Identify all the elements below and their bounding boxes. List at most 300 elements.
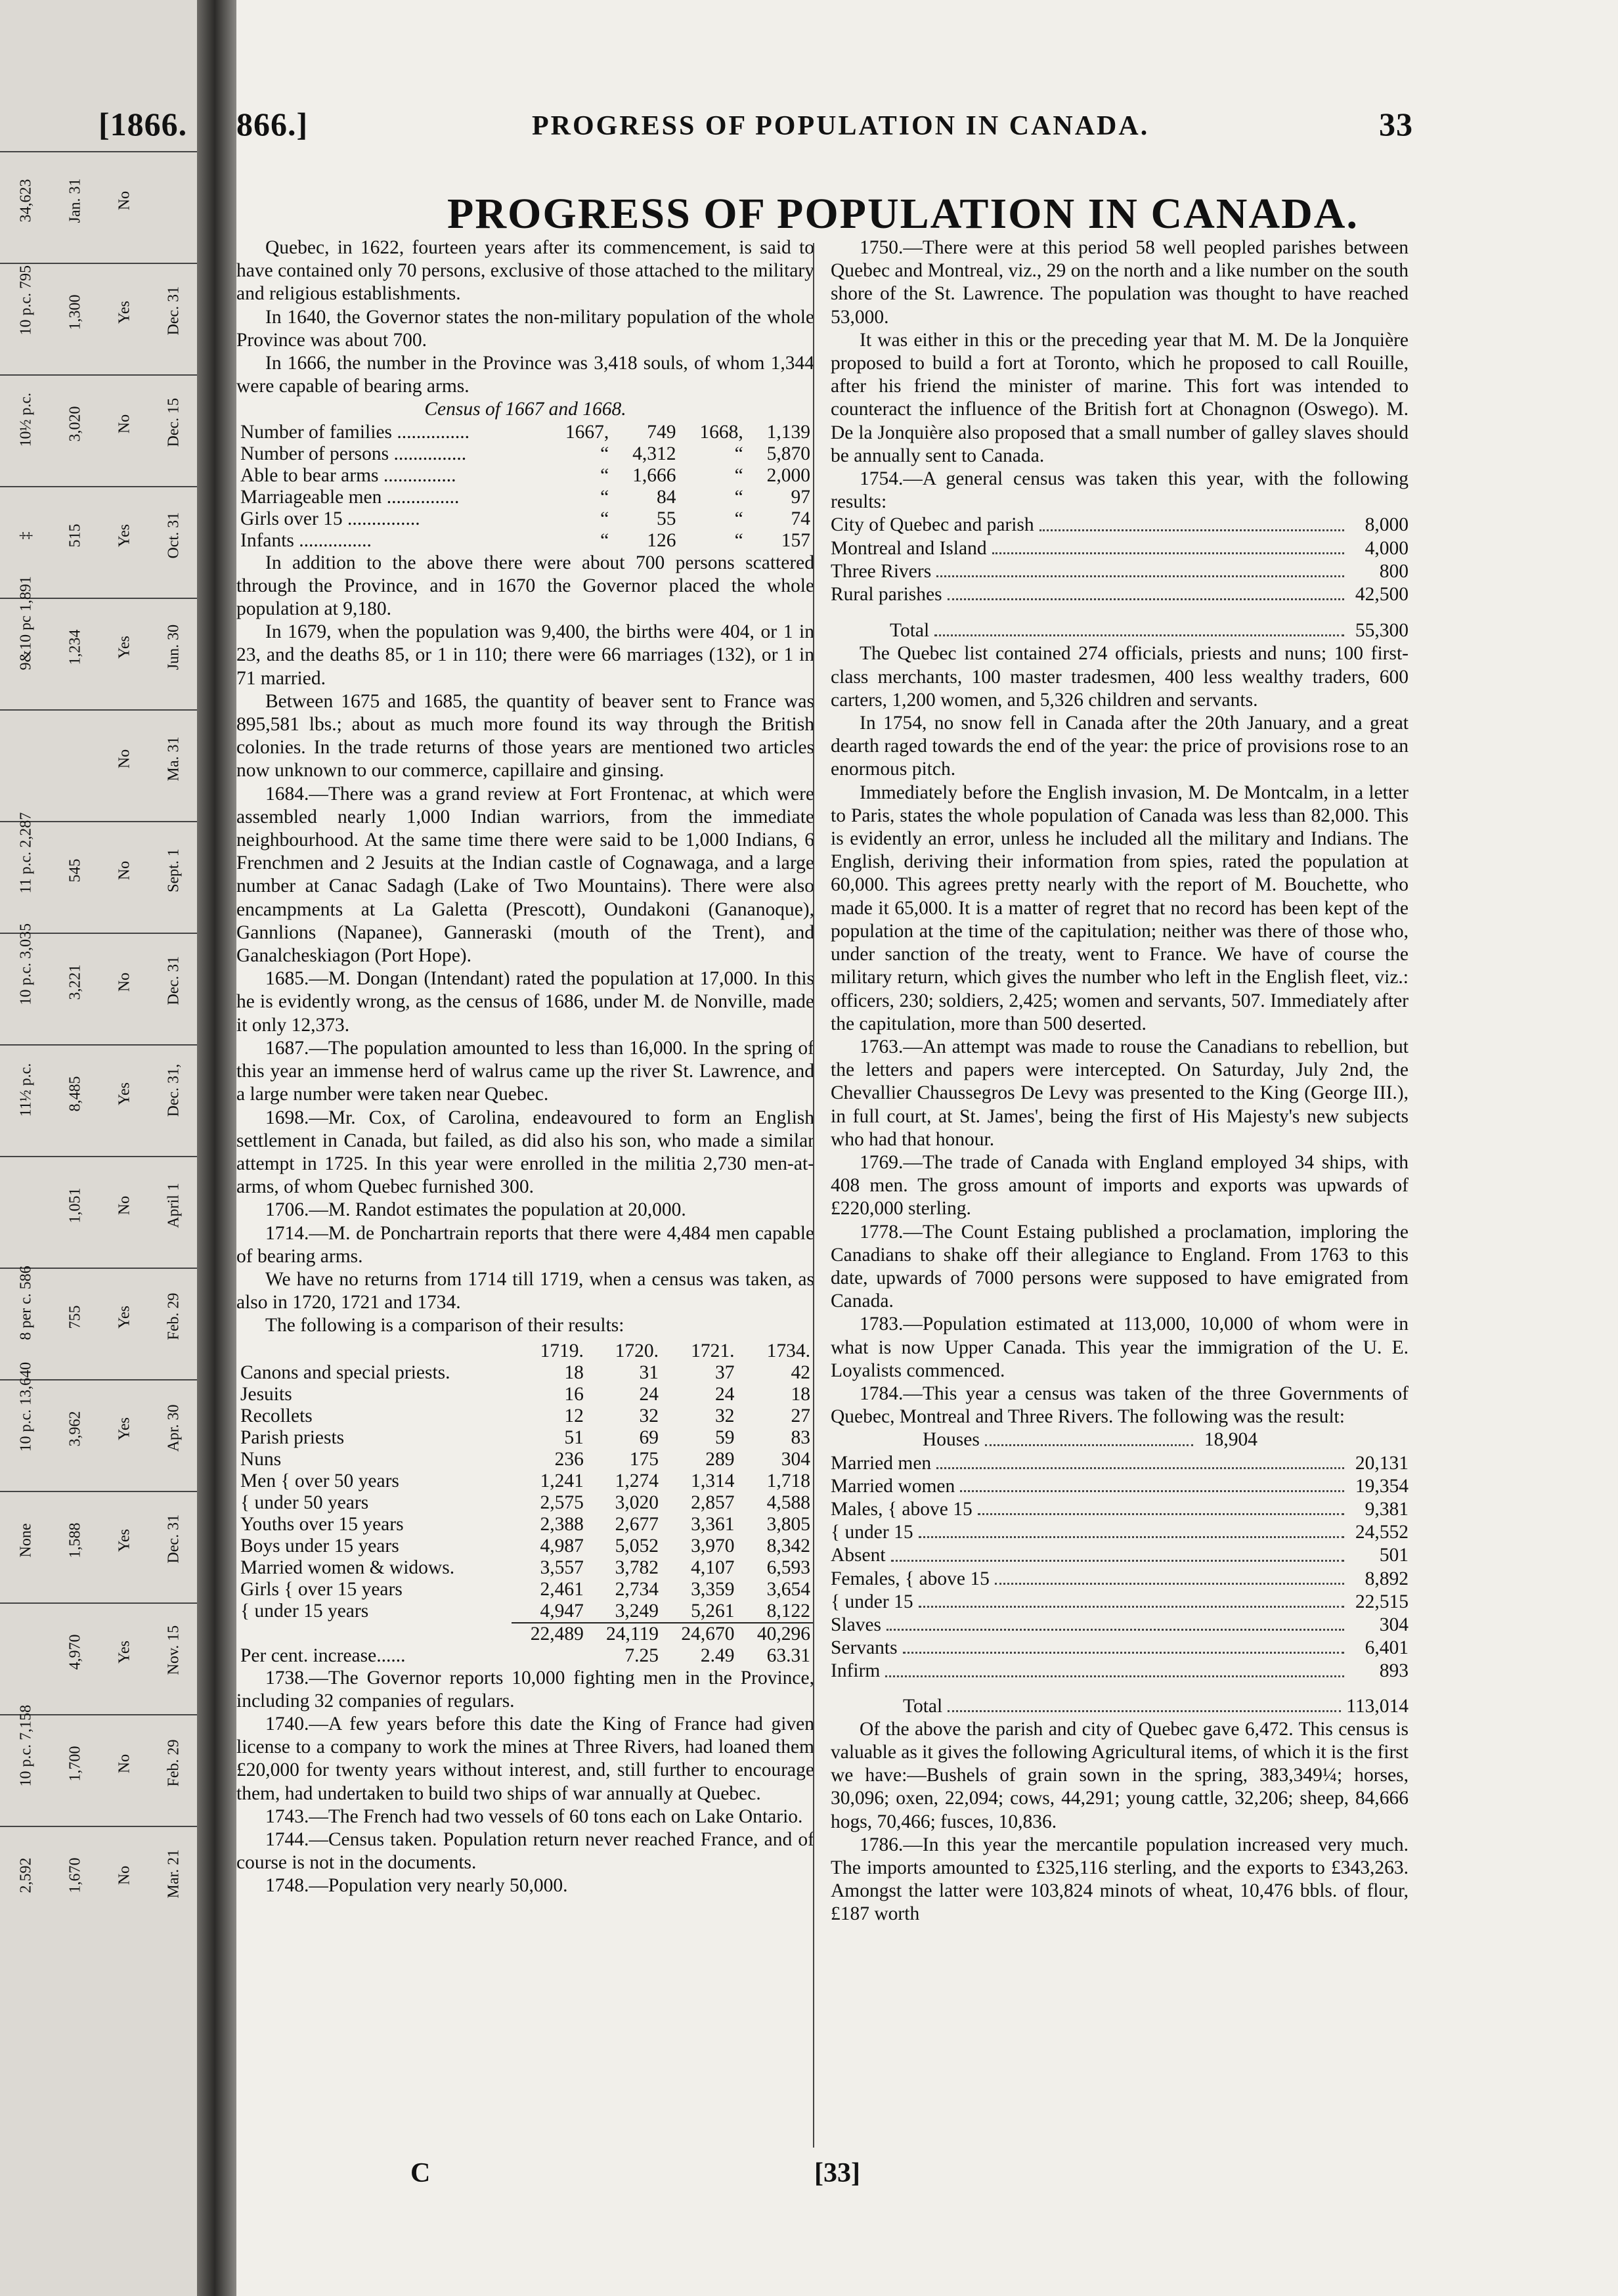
paragraph: 1685.—M. Dongan (Intendant) rated the population at 17,000. In this he is evidently wrong, as the census of 1686, under M. de Nonville, made it only 12,373. — [236, 968, 814, 1036]
census-1667-row — [236, 487, 814, 508]
row-value: 501 — [1379, 1545, 1409, 1566]
census-1667-row — [236, 465, 814, 487]
paragraph: Quebec, in 1622, fourteen years after its commencement, is said to have contained only 70 persons, exclusive of those attached to the military and religious establishments. — [236, 237, 814, 305]
left-table-cell: 11½ p.c. — [17, 1063, 35, 1117]
article-column-2 — [831, 236, 1409, 1926]
year-header: 1734. — [766, 1340, 810, 1361]
page-number: 33 — [1379, 106, 1413, 143]
row-label: City of Quebec and parish — [831, 514, 1034, 536]
row-label: Boys under 15 years — [240, 1535, 399, 1556]
cell: 236 — [554, 1448, 584, 1470]
houses-row — [923, 1428, 1257, 1451]
comparison-row — [236, 1384, 814, 1405]
census-1784-row — [831, 1660, 1409, 1683]
comparison-table — [236, 1340, 814, 1667]
census-1754-row — [831, 514, 1409, 537]
row-label: Infants ............... — [240, 529, 372, 551]
comparison-header — [236, 1340, 814, 1362]
total-cell: 22,489 — [512, 1623, 588, 1645]
increase-cell: 7.25 — [624, 1645, 659, 1666]
paragraph: The Quebec list contained 274 officials, priests and nuns; 100 first-class merchants, 100 master tradesmen, 400 less wealthy traders, 600 carters, 1,200 women, and 5,326 children and servants. — [831, 643, 1409, 711]
left-table-cell: Yes — [116, 636, 133, 659]
cell: 18 — [791, 1383, 810, 1405]
leader-dots — [891, 1560, 1344, 1562]
cell: 126 — [647, 529, 676, 551]
cell: 4,312 — [632, 443, 676, 464]
cell: 3,805 — [766, 1513, 810, 1535]
total-cell: 24,119 — [588, 1623, 663, 1645]
row-label: Marriageable men ............... — [240, 486, 460, 508]
left-table-cell: 8 per c. 586 — [17, 1266, 35, 1340]
cell: “ — [600, 486, 609, 508]
cell: 1,718 — [766, 1470, 810, 1491]
left-table-cell: Mar. 21 — [165, 1849, 183, 1899]
cell: 2,000 — [766, 464, 810, 486]
left-table-column — [0, 1491, 197, 1604]
cell: 1667, — [565, 421, 609, 443]
row-label: Males, { above 15 — [831, 1498, 973, 1520]
cell: 749 — [647, 421, 676, 443]
cell: 12 — [564, 1405, 584, 1426]
row-label: Absent — [831, 1545, 886, 1566]
leader-dots — [936, 575, 1344, 577]
increase-cell: 2.49 — [700, 1645, 735, 1666]
paragraph: 1763.—An attempt was made to rouse the Canadians to rebellion, but the letters and papers were intercepted. On Saturday, July 2nd, the Chevallier Chaussegros De Levy was presented to the King (George III.), in full court, at St. James', being the first of His Majesty's new subjects who had that honour. — [831, 1036, 1409, 1150]
cell: 3,361 — [691, 1513, 735, 1535]
left-table-cell: Yes — [116, 1082, 133, 1105]
left-table-column — [0, 1602, 197, 1715]
cell: 8,122 — [766, 1600, 810, 1622]
cell: 2,677 — [615, 1513, 659, 1535]
cell: 175 — [629, 1448, 659, 1470]
row-label: Infirm — [831, 1660, 881, 1682]
left-table-cell: Yes — [116, 1306, 133, 1329]
left-table-cell: No — [116, 972, 133, 992]
cell: 2,575 — [540, 1491, 584, 1513]
left-table-cell: No — [116, 190, 133, 211]
cell: 289 — [705, 1448, 735, 1470]
cell: 32 — [639, 1405, 659, 1426]
census-1784-list — [831, 1428, 1409, 1717]
left-table-cell: Dec. 31 — [165, 956, 183, 1005]
cell — [512, 1645, 588, 1667]
paragraph: 1748.—Population very nearly 50,000. — [265, 1875, 568, 1897]
cell: 1,139 — [766, 421, 810, 443]
left-table-cell: Sept. 1 — [165, 849, 183, 893]
leader-dots — [992, 552, 1344, 554]
comparison-row — [236, 1405, 814, 1427]
cell: 74 — [791, 508, 810, 529]
left-table-cell: Apr. 30 — [165, 1404, 183, 1452]
left-table-cell: 4,970 — [66, 1634, 84, 1670]
leader-dots — [919, 1606, 1344, 1608]
cell: 1,666 — [632, 464, 676, 486]
row-label: Married women — [831, 1475, 955, 1497]
cell: 42 — [791, 1361, 810, 1383]
paragraph: 1750.—There were at this period 58 well peopled parishes between Quebec and Montreal, viz., 29 on the north and a like number on the south shore of the St. Lawrence. The population was thought to have reached 53,000. — [831, 237, 1409, 328]
census-1784-row — [831, 1591, 1409, 1614]
census-1784-total — [903, 1695, 1409, 1718]
paragraph: 1687.—The population amounted to less than 16,000. In the spring of this year an immense herd of walrus came up the river St. Lawrence, and a large number were taken near Quebec. — [236, 1037, 814, 1105]
left-table-cell: 1,670 — [66, 1857, 84, 1893]
article-column-1 — [236, 236, 814, 1898]
row-value: 8,000 — [1365, 514, 1409, 536]
left-table-cell: No — [116, 1195, 133, 1216]
right-page — [236, 0, 1618, 2296]
left-table-cell: 3,221 — [66, 964, 84, 1000]
paragraph: 1754.—A general census was taken this year, with the following results: — [831, 468, 1409, 513]
cell: 4,107 — [691, 1556, 735, 1578]
census-1784-row — [831, 1544, 1409, 1567]
cell — [236, 1340, 512, 1362]
left-table-column — [0, 151, 197, 264]
paragraph: In 1754, no snow fell in Canada after the 20th January, and a great dearth raged towards the end of the year: the price of provisions rose to an enormous pitch. — [831, 713, 1409, 780]
row-value: 4,000 — [1365, 537, 1409, 559]
census-1784-row — [831, 1475, 1409, 1498]
left-table-cell: 3,020 — [66, 406, 84, 442]
row-value: 42,500 — [1355, 584, 1409, 606]
cell: 3,020 — [615, 1491, 659, 1513]
leader-dots — [995, 1583, 1344, 1585]
row-label: Slaves — [831, 1614, 882, 1635]
cell: 59 — [714, 1426, 735, 1448]
leader-dots — [903, 1652, 1344, 1654]
left-table-cell: Dec. 15 — [165, 397, 183, 447]
cell: 69 — [639, 1426, 659, 1448]
cell: 97 — [791, 486, 810, 508]
cell: 37 — [714, 1361, 735, 1383]
row-label: { under 15 — [831, 1591, 913, 1612]
cell: 24 — [639, 1383, 659, 1405]
column-divider — [813, 243, 814, 2148]
left-table-cell: No — [116, 749, 133, 769]
year-header: 1721. — [691, 1340, 735, 1361]
census-1667-row — [236, 530, 814, 552]
left-table-cell: 10 p.c. 7,158 — [17, 1704, 35, 1787]
row-label: Jesuits — [240, 1383, 292, 1405]
left-table-cell: Jun. 30 — [165, 624, 183, 671]
row-label: Total — [890, 620, 930, 642]
row-label: Houses — [923, 1429, 980, 1451]
row-label: { under 15 — [831, 1522, 913, 1543]
year-header: 1720. — [615, 1340, 659, 1361]
cell: 18 — [564, 1361, 584, 1383]
comparison-row — [236, 1514, 814, 1535]
leader-dots — [934, 634, 1344, 636]
left-table-cell: 10½ p.c. — [17, 392, 35, 447]
paragraph: We have no returns from 1714 till 1719, when a census was taken, as also in 1720, 1721 and 1734. — [236, 1268, 814, 1314]
row-label: Number of families ............... — [240, 421, 470, 443]
left-table-column — [0, 812, 197, 934]
row-label: Men { over 50 years — [240, 1470, 399, 1491]
left-table-column — [0, 1704, 197, 1827]
left-table-column — [0, 709, 197, 822]
increase-cell: 63.31 — [766, 1645, 810, 1666]
census-1754-total — [890, 619, 1409, 642]
signature-mark: C — [410, 2158, 431, 2188]
left-table-column — [0, 1826, 197, 1924]
left-table-cell: Jan. 31 — [66, 178, 84, 223]
comparison-row — [236, 1557, 814, 1579]
row-label: Total — [903, 1695, 943, 1717]
comparison-row — [236, 1449, 814, 1470]
row-label: { under 15 years — [240, 1600, 369, 1622]
total-cell: 24,670 — [663, 1623, 739, 1645]
article-title: PROGRESS OF POPULATION IN CANADA. — [447, 190, 1359, 238]
paragraph: 1698.—Mr. Cox, of Carolina, endeavoured to form an English settlement in Canada, but failed, as did also his son, who made a similar attempt in 1725. In this year were enrolled in the militia 2,730 men-at-arms, of whom Quebec furnished 300. — [236, 1107, 814, 1198]
year-header: 1719. — [540, 1340, 584, 1361]
paragraph: In addition to the above there were about 700 persons scattered through the Province, and in 1670 the Governor placed the whole population at 9,180. — [236, 552, 814, 620]
cell: 4,987 — [540, 1535, 584, 1556]
paragraph: 1684.—There was a grand review at Fort Frontenac, at which were assembled nearly 1,000 Indian warriors, from the immediate neighbourhood. At the same time there were said to be 1,000 Indians, 6 Frenchmen and 2 Jesuits at the Indian castle of Cognawaga, and a large number at Canac Sadagh (Lake of Two Mountains). There were also encampments at La Galetta (Prescott), Oundakoni (Gananoque), Gannlions (Napanee), Ganneraski (mouth of the Trent), and Ganalcheskiagon (Port Hope). — [236, 783, 814, 967]
row-label: { under 50 years — [240, 1491, 369, 1513]
total-row — [890, 619, 1409, 642]
cell: 83 — [791, 1426, 810, 1448]
census-1754-row — [831, 537, 1409, 560]
page-marker: [33] — [814, 2158, 860, 2188]
paragraph: In 1640, the Governor states the non-military population of the whole Province was about 700. — [236, 306, 814, 351]
census-1784-row — [831, 1614, 1409, 1637]
cell: 3,782 — [615, 1556, 659, 1578]
leader-dots — [936, 1467, 1344, 1469]
cell: 5,052 — [615, 1535, 659, 1556]
left-table-cell: 1,234 — [66, 629, 84, 665]
comparison-row — [236, 1362, 814, 1384]
row-label: Rural parishes — [831, 584, 942, 606]
total-row — [903, 1695, 1409, 1718]
cell: 4,947 — [540, 1600, 584, 1622]
left-table-cell: 9&10 pc 1,891 — [17, 576, 35, 671]
cell: 157 — [781, 529, 810, 551]
left-table-cell: Yes — [116, 1417, 133, 1440]
paragraph: 1740.—A few years before this date the King of France had given license to a company to work the mines at Three Rivers, had loaned them £20,000 for twenty years without interest, and, still further to encourage them, had undertaken to build two ships of war annually at Quebec. — [236, 1713, 814, 1804]
paragraph: In 1679, when the population was 9,400, the births were 404, or 1 in 23, and the deaths 85, or 1 in 110; there were 66 marriages (132), or 1 in 71 married. — [236, 621, 814, 689]
row-label: Nuns — [240, 1448, 282, 1470]
left-table-cell: 34,623 — [17, 179, 35, 223]
cell: 1,314 — [691, 1470, 735, 1491]
left-running-year: [1866. — [98, 106, 188, 143]
paragraph: The following is a comparison of their results: — [265, 1315, 624, 1336]
census-1667-row — [236, 508, 814, 530]
census-1784-row — [831, 1637, 1409, 1660]
cell: 84 — [656, 486, 676, 508]
cell: “ — [734, 486, 743, 508]
row-label: Married women & widows. — [240, 1556, 455, 1578]
cell: “ — [734, 443, 743, 464]
row-value: 113,014 — [1346, 1695, 1409, 1717]
cell: 5,261 — [691, 1600, 735, 1622]
cell: 3,249 — [615, 1600, 659, 1622]
left-table-column — [0, 1044, 197, 1157]
left-table-cell: 545 — [66, 858, 84, 883]
left-table-column — [0, 576, 197, 711]
cell — [236, 1623, 512, 1645]
cell: 1,274 — [615, 1470, 659, 1491]
row-label: Females, { above 15 — [831, 1568, 990, 1589]
census-1754-list — [831, 514, 1409, 642]
book-gutter — [197, 0, 236, 2296]
paragraph: 1784.—This year a census was taken of the three Governments of Quebec, Montreal and Three Rivers. The following was the result: — [831, 1382, 1409, 1428]
row-value: 18,904 — [1204, 1429, 1257, 1451]
row-label: Three Rivers — [831, 560, 932, 582]
comparison-row — [236, 1601, 814, 1623]
left-table-cell: 10 p.c. 795 — [17, 265, 35, 336]
leader-dots — [885, 1675, 1344, 1677]
cell: 24 — [714, 1383, 735, 1405]
census-1667-heading: Census of 1667 and 1668. — [424, 399, 626, 420]
row-value: 19,354 — [1355, 1475, 1409, 1497]
row-label: Per cent. increase...... — [240, 1645, 406, 1666]
total-cell: 40,296 — [738, 1623, 814, 1645]
left-table-column — [0, 923, 197, 1046]
row-value: 893 — [1379, 1660, 1409, 1682]
left-table-cell: 1,700 — [66, 1746, 84, 1782]
left-table-cell: 8,485 — [66, 1076, 84, 1112]
right-running-year: 866.] — [236, 106, 309, 143]
row-label: Parish priests — [240, 1426, 345, 1448]
row-value: 8,892 — [1365, 1568, 1409, 1589]
leader-dots — [919, 1536, 1344, 1538]
cell: 3,557 — [540, 1556, 584, 1578]
left-table-cell: No — [116, 860, 133, 881]
left-table-cell: Oct. 31 — [165, 512, 183, 559]
left-table-cell: Dec. 31 — [165, 286, 183, 336]
left-table-cell: Nov. 15 — [165, 1625, 183, 1675]
row-label: Number of persons ............... — [240, 443, 467, 464]
increase-row — [236, 1645, 814, 1667]
row-label: Youths over 15 years — [240, 1513, 404, 1535]
left-table-cell: No — [116, 1754, 133, 1774]
cell: “ — [734, 508, 743, 529]
left-table-cell: Ma. 31 — [165, 736, 183, 782]
census-1667-table — [236, 422, 814, 552]
census-1754-row — [831, 560, 1409, 583]
left-table-cell: Dec. 31 — [165, 1514, 183, 1564]
cell: 2,461 — [540, 1578, 584, 1600]
cell: 16 — [564, 1383, 584, 1405]
census-1784-row — [831, 1452, 1409, 1475]
cell: “ — [734, 464, 743, 486]
comparison-totals — [236, 1623, 814, 1645]
left-table-column — [0, 374, 197, 487]
cell: 3,359 — [691, 1578, 735, 1600]
paragraph: It was either in this or the preceding year that M. M. De la Jonquière proposed to build a fort at Toronto, which he proposed to call Rouille, after his friend the minister of marine. This fort was intended to counteract the influence of the British fort at Chonagnon (Oswego). M. De la Jonquière also proposed that a small number of galley slaves should be annually sent to Canada. — [831, 329, 1409, 466]
census-1784-row — [831, 1521, 1409, 1544]
row-value: 55,300 — [1355, 620, 1409, 642]
cell: 6,593 — [766, 1556, 810, 1578]
row-value: 800 — [1379, 560, 1409, 582]
census-1784-row — [831, 1498, 1409, 1521]
leader-dots — [985, 1444, 1193, 1446]
cell: 3,970 — [691, 1535, 735, 1556]
paragraph: 1786.—In this year the mercantile population increased very much. The imports amounted to £325,116 sterling, and the exports to £343,263. Amongst the latter were 103,824 minots of wheat, 10,476 bbls. of flour, £187 worth — [831, 1834, 1409, 1925]
left-table-cell: 11 p.c. 2,287 — [17, 812, 35, 894]
cell: 2,388 — [540, 1513, 584, 1535]
left-table-cell: None — [17, 1523, 35, 1558]
cell: 2,857 — [691, 1491, 735, 1513]
cell: 27 — [791, 1405, 810, 1426]
paragraph: Immediately before the English invasion, M. De Montcalm, in a letter to Paris, states the whole population of Canada was less than 82,000. This is evidently an error, unless he included all the military and Indians. The English, deriving their information from spies, rated the population at 60,000. This agrees pretty nearly with the report of M. Bouchette, who made it 65,000. It is a matter of regret that no record has been kept of the population at the time of the capitulation; neither was there of those who, under sanction of the treaty, went to France. We have of course the military return, which gives the number who left in the English fleet, viz.: officers, 230; soldiers, 2,425; women and servants, 507. Immediately after the capitulation, more than 500 deserted. — [831, 782, 1409, 1034]
left-table-column — [0, 1156, 197, 1269]
cell: “ — [734, 529, 743, 551]
row-value: 24,552 — [1355, 1522, 1409, 1543]
leader-dots — [886, 1629, 1344, 1631]
row-value: 22,515 — [1355, 1591, 1409, 1612]
cell: 31 — [639, 1361, 659, 1383]
cell: 4,588 — [766, 1491, 810, 1513]
census-1784-row — [831, 1568, 1409, 1591]
leader-dots — [978, 1513, 1344, 1515]
paragraph: 1743.—The French had two vessels of 60 tons each on Lake Ontario. — [265, 1805, 803, 1827]
paragraph: 1714.—M. de Ponchartrain reports that there were 4,484 men capable of bearing arms. — [236, 1222, 814, 1267]
cell: 1668, — [699, 421, 743, 443]
row-label: Girls over 15 ............... — [240, 508, 420, 529]
row-label: Canons and special priests. — [240, 1361, 450, 1383]
cell: 5,870 — [766, 443, 810, 464]
comparison-row — [236, 1427, 814, 1449]
left-table-cell: 515 — [66, 523, 84, 548]
leader-dots — [948, 1710, 1341, 1712]
left-table-cell: ‡ — [17, 531, 35, 540]
paragraph: 1769.—The trade of Canada with England employed 34 ships, with 408 men. The gross amount of imports and exports was upwards of £220,000 sterling. — [831, 1151, 1409, 1220]
leader-dots — [1039, 529, 1344, 531]
left-table-cell: No — [116, 1865, 133, 1886]
comparison-row — [236, 1470, 814, 1492]
left-table-cell: Dec. 31, — [165, 1063, 183, 1117]
left-table-cell: 3,962 — [66, 1411, 84, 1447]
census-1667-row — [236, 443, 814, 465]
left-table-cell: 1,300 — [66, 294, 84, 330]
cell: 32 — [714, 1405, 735, 1426]
left-table-cell: April 1 — [165, 1183, 183, 1228]
left-table-cell: 10 p.c. 3,035 — [17, 923, 35, 1005]
row-label: Able to bear arms ............... — [240, 464, 456, 486]
comparison-row — [236, 1535, 814, 1557]
left-table-column — [0, 263, 197, 376]
paragraph: Between 1675 and 1685, the quantity of beaver sent to France was 895,581 lbs.; about as much more found its way through the British colonies. In the trade returns of those years are mentioned two articles now unknown to our commerce, capillaire and ginsing. — [236, 690, 814, 782]
left-table-cell: 10 p.c. 13,640 — [17, 1361, 35, 1452]
paragraph: 1744.—Census taken. Population return never reached France, and of course is not in the documents. — [236, 1828, 814, 1874]
paragraph: 1778.—The Count Estaing published a proclamation, imploring the Canadians to shake off their allegiance to England. From 1763 to this date, upwards of 7000 persons were supposed to have emigrated from Canada. — [831, 1221, 1409, 1312]
left-table-cell: 755 — [66, 1305, 84, 1329]
paragraph: 1738.—The Governor reports 10,000 fighting men in the Province, including 32 companies of regulars. — [236, 1667, 814, 1711]
left-table-cell: Yes — [116, 524, 133, 547]
census-1754-row — [831, 583, 1409, 606]
census-1667-row — [236, 422, 814, 443]
cell: “ — [600, 508, 609, 529]
cell: 55 — [656, 508, 676, 529]
row-label: Recollets — [240, 1405, 313, 1426]
paragraph: In 1666, the number in the Province was 3,418 souls, of whom 1,344 were capable of bearing arms. — [236, 353, 814, 397]
census-1784-houses — [923, 1428, 1257, 1451]
cell: 1,241 — [540, 1470, 584, 1491]
left-table — [0, 151, 197, 1924]
paragraph: 1706.—M. Randot estimates the population at 20,000. — [265, 1199, 686, 1221]
cell: “ — [600, 464, 609, 486]
cell: “ — [600, 443, 609, 464]
row-label: Married men — [831, 1452, 932, 1474]
cell: “ — [600, 529, 609, 551]
cell: 51 — [564, 1426, 584, 1448]
row-label: Servants — [831, 1637, 898, 1659]
left-table-cell: 2,592 — [17, 1857, 35, 1893]
cell: 8,342 — [766, 1535, 810, 1556]
cell: 2,734 — [615, 1578, 659, 1600]
paragraph: Of the above the parish and city of Quebec gave 6,472. This census is valuable as it gives the following Agricultural items, of which it is the first we have:—Bushels of grain sown in the spring, 383,349¼; horses, 30,096; oxen, 22,094; cows, 44,291; young cattle, 32,206; sheep, 84,666 hogs, 70,466; fusces, 10,836. — [831, 1718, 1409, 1832]
row-label: Montreal and Island — [831, 537, 987, 559]
leader-dots — [948, 598, 1344, 600]
running-title: PROGRESS OF POPULATION IN CANADA. — [532, 111, 1150, 141]
